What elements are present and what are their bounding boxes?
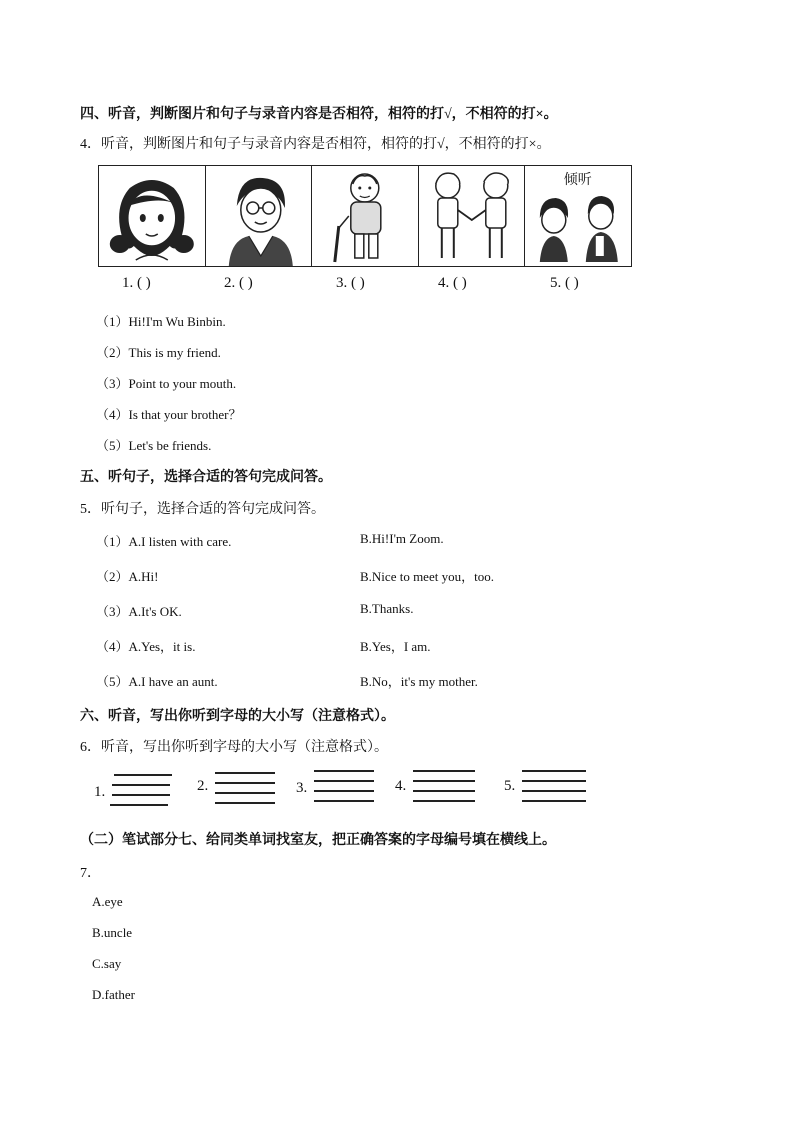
letter-lines-1 [94, 768, 174, 816]
section-7-heading: （二）笔试部分七、给同类单词找室友，把正确答案的字母编号填在横线上。 [80, 833, 556, 848]
letter-lines-number-2: 2. [197, 778, 209, 794]
sentence-5: （5）Let's be friends. [96, 438, 212, 453]
picture-old-man [312, 166, 419, 266]
letter-lines-2 [197, 768, 279, 816]
letter-lines-number-1: 1. [94, 784, 106, 800]
letter-lines-number-5: 5. [504, 778, 516, 794]
picture-label-5: 5. ( ) [550, 275, 579, 291]
letter-lines-number-4: 4. [395, 778, 407, 794]
letter-lines-3 [296, 768, 378, 816]
sentence-2: （2）This is my friend. [96, 345, 221, 360]
sentence-3: （3）Point to your mouth. [96, 376, 237, 391]
choice-5-b: B.No，it's my mother. [360, 674, 478, 689]
choice-4-a: （4）A.Yes，it is. [96, 639, 196, 654]
option-a: A.eye [92, 894, 123, 909]
sentence-1: （1）Hi!I'm Wu Binbin. [96, 314, 226, 329]
choice-4-b: B.Yes，I am. [360, 639, 431, 654]
choice-1-b: B.Hi!I'm Zoom. [360, 531, 444, 546]
picture-label-2: 2. ( ) [224, 275, 253, 291]
picture-listening [525, 166, 631, 266]
letter-lines-number-3: 3. [296, 780, 308, 796]
choice-3-a: （3）A.It's OK. [96, 604, 182, 619]
section-4-heading: 四、听音，判断图片和句子与录音内容是否相符，相符的打√，不相符的打×。 [80, 107, 558, 122]
choice-2-a: （2）A.Hi! [96, 569, 159, 584]
picture-woman-glasses [206, 166, 313, 266]
letter-lines-4 [395, 768, 477, 816]
choice-1-a: （1）A.I listen with care. [96, 534, 232, 549]
question-7-number: 7． [80, 866, 101, 881]
picture-strip [98, 165, 632, 267]
question-4-instruction: 4．听音，判断图片和句子与录音内容是否相符，相符的打√，不相符的打×。 [80, 137, 551, 152]
choice-2-b: B.Nice to meet you，too. [360, 569, 494, 584]
picture-label-1: 1. ( ) [122, 275, 151, 291]
question-5-instruction: 5．听句子，选择合适的答句完成问答。 [80, 502, 325, 517]
question-6-instruction: 6．听音，写出你听到字母的大小写（注意格式）。 [80, 740, 388, 755]
section-6-heading: 六、听音，写出你听到字母的大小写（注意格式）。 [80, 709, 395, 724]
choice-3-b: B.Thanks. [360, 601, 414, 616]
picture-label-3: 3. ( ) [336, 275, 365, 291]
option-d: D.father [92, 987, 135, 1002]
picture-girl [99, 166, 206, 266]
option-b: B.uncle [92, 925, 133, 940]
picture-label-4: 4. ( ) [438, 275, 467, 291]
choice-5-a: （5）A.I have an aunt. [96, 674, 218, 689]
sentence-4: （4）Is that your brother？ [96, 407, 242, 422]
picture-two-boys [419, 166, 526, 266]
option-c: C.say [92, 956, 122, 971]
letter-lines-5 [504, 768, 588, 816]
section-5-heading: 五、听句子，选择合适的答句完成问答。 [80, 470, 332, 485]
picture-caption: 倾听 [564, 172, 593, 188]
